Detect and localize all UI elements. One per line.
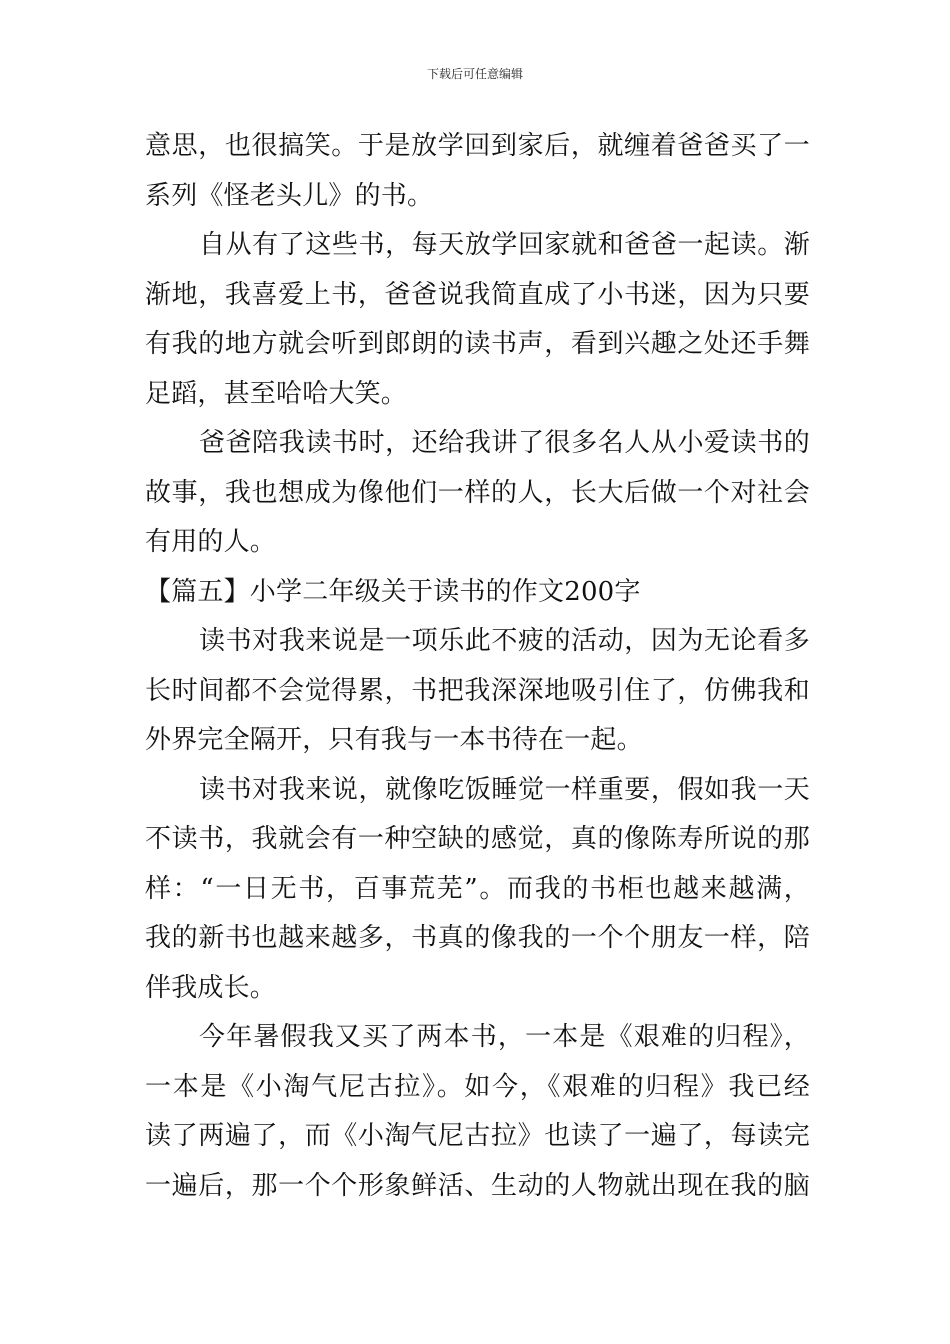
text-line: 外界完全隔开，只有我与一本书待在一起。 — [145, 725, 643, 755]
text-line: 有用的人。 — [145, 527, 277, 557]
text-line: 伴我成长。 — [145, 972, 277, 1003]
text-line: 自从有了这些书，每天放学回家就和爸爸一起读。渐 — [199, 230, 810, 260]
text-line: 读了两遍了，而《小淘气尼古拉》也读了一遍了，每读完 — [145, 1121, 810, 1151]
text-line: 长时间都不会觉得累，书把我深深地吸引住了，仿佛我和 — [145, 675, 810, 706]
document-body — [145, 122, 810, 1211]
text-line: 有我的地方就会听到郎朗的读书声，看到兴趣之处还手舞 — [145, 329, 810, 359]
text-line: 今年暑假我又买了两本书，一本是《艰难的归程》， — [199, 1022, 810, 1052]
text-line: 足蹈，甚至哈哈大笑。 — [145, 378, 408, 409]
text-line: 读书对我来说，就像吃饭睡觉一样重要，假如我一天 — [199, 774, 810, 805]
text-line: 我的新书也越来越多，书真的像我的一个个朋友一样，陪 — [145, 923, 810, 953]
text-line: 一本是《小淘气尼古拉》。如今，《艰难的归程》我已经 — [145, 1071, 810, 1102]
text-line: 一遍后，那一个个形象鲜活、生动的人物就出现在我的脑 — [145, 1170, 810, 1201]
text-line: 渐地，我喜爱上书，爸爸说我简直成了小书迷，因为只要 — [145, 279, 810, 310]
text-line: 意思，也很搞笑。于是放学回到家后，就缠着爸爸买了一 — [145, 131, 810, 161]
text-line: 读书对我来说是一项乐此不疲的活动，因为无论看多 — [199, 626, 810, 656]
text-line: 样：“一日无书，百事荒芜”。而我的书柜也越来越满， — [145, 873, 810, 904]
text-line: 系列《怪老头儿》的书。 — [145, 180, 434, 211]
text-line: 爸爸陪我读书时，还给我讲了很多名人从小爱读书的 — [199, 428, 810, 458]
text-line: 不读书，我就会有一种空缺的感觉，真的像陈寿所说的那 — [145, 824, 810, 854]
page-header: 下载后可任意编辑 — [426, 67, 523, 81]
text-line: 故事，我也想成为像他们一样的人，长大后做一个对社会 — [145, 477, 810, 508]
section-heading: 【篇五】小学二年级关于读书的作文200字 — [145, 576, 641, 607]
